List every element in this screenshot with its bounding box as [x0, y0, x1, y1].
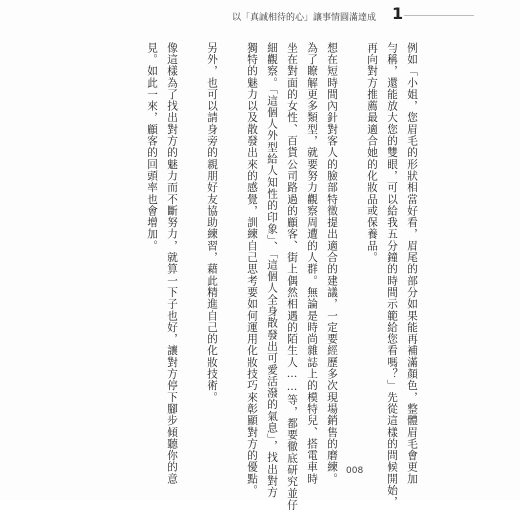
text-column: 另外，也可以請身旁的親朋好友協助練習，藉此精進自己的化妝技術。: [206, 42, 218, 404]
text-column: 例如「小姐，您眉毛的形狀相當好看，眉尾的部分如果能再補滿顏色，整體眉毛會更加: [406, 42, 418, 485]
text-column: 細觀察。「這個人外型給人知性的印象」、「這個人全身散發出可愛活潑的氣息」，找出對方: [266, 42, 278, 499]
text-column: 見。如此一來，顧客的回頭率也會增加。: [146, 42, 158, 252]
page-number: 008: [346, 466, 364, 476]
text-column: 為了瞭解更多類型，就要努力觀察周遭的人群。無論是時尚雜誌上的模特兒、搭電車時: [306, 42, 318, 485]
header-rule: [404, 15, 474, 16]
text-column: 坐在對面的女性、百貨公司路過的顧客、街上偶然相遇的陌生人……等，都要徹底研究並仔: [286, 42, 298, 511]
chapter-number: 1: [392, 4, 404, 23]
text-column: 勻稱，還能放大您的雙眼，可以給我五分鐘的時間示範給您看嗎？」先從這樣的問候開始，: [386, 42, 398, 508]
text-column: 再向對方推薦最適合她的化妝品或保養品。: [366, 42, 378, 264]
text-column: 想在短時間內針對客人的臉部特徵提出適合的建議，一定要經歷多次現場銷售的磨練。: [326, 42, 338, 485]
running-header-title: 以「真誠相待的心」讓事情圓滿達成: [232, 13, 377, 23]
text-column: 像這樣為了找出對方的魅力而不斷努力，就算一下子也好，讓對方停下腳步傾聽你的意: [166, 42, 178, 485]
text-column: 獨特的魅力以及散發出來的感覺，訓練自己思考要如何運用化妝技巧來彰顯對方的優點。: [246, 42, 258, 497]
